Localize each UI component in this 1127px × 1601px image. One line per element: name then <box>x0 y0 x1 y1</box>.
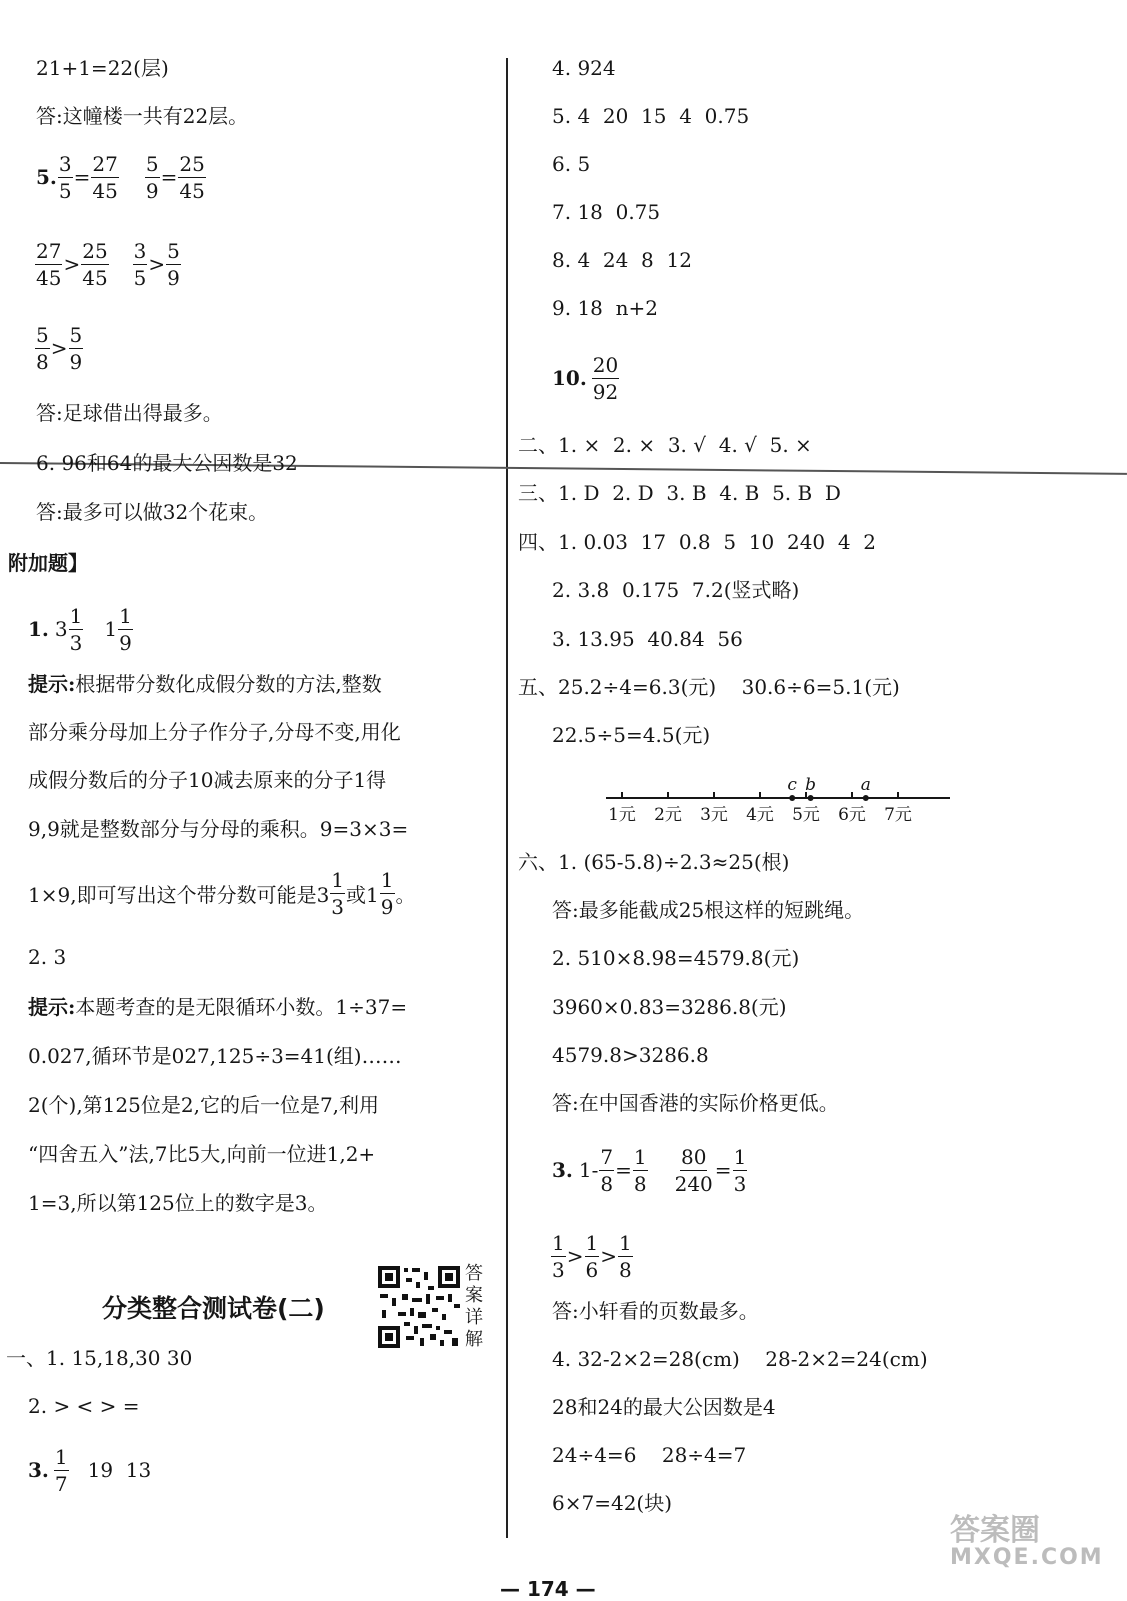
fraction: $\frac{1}{8}$ <box>633 1144 647 1196</box>
right-q9: 9. 18 n+2 <box>552 296 658 320</box>
greater-than-sign: > <box>63 252 81 276</box>
right-q7: 7. 18 0.75 <box>552 200 661 224</box>
section-5-line-2: 22.5÷5=4.5(元) <box>552 723 711 747</box>
number-line-point <box>789 795 795 801</box>
number-line-point <box>808 795 814 801</box>
q5-comparison-1 <box>34 232 182 296</box>
whole-part: 3 <box>54 617 68 641</box>
qr-code-icon[interactable] <box>376 1264 462 1350</box>
number-line-tick-label: 2元 <box>654 805 682 825</box>
number-line-point <box>863 795 869 801</box>
s1-q2: 2. > < > = <box>28 1394 140 1418</box>
fraction: $\frac{1}{3}$ <box>331 867 345 919</box>
left-answer-q6: 答:最多可以做32个花束。 <box>36 500 269 524</box>
greater-than-sign: > <box>148 252 166 276</box>
section-6-q2: 2. 510×8.98=4579.8(元) <box>552 946 800 970</box>
equals-sign: = <box>73 165 91 189</box>
tip-label: 提示: <box>28 995 76 1019</box>
s1-q1: 一、1. 15,18,30 30 <box>6 1346 193 1370</box>
section-4-q2: 2. 3.8 0.175 7.2(竖式略) <box>552 578 800 602</box>
q5-comparison-2 <box>34 316 84 380</box>
section-6-q2-line-2: 3960×0.83=3286.8(元) <box>552 995 787 1019</box>
fraction: $\frac{1}{9}$ <box>380 867 394 919</box>
section-6-q4-line-3: 24÷4=6 28÷4=7 <box>552 1443 747 1467</box>
section-4-q3: 3. 13.95 40.84 56 <box>552 627 743 651</box>
test-title: 分类整合测试卷(二) <box>102 1294 325 1323</box>
fraction: $\frac{5}{9}$ <box>145 151 159 203</box>
number-line-tick-label: 7元 <box>884 805 912 825</box>
section-2: 二、1. × 2. × 3. √ 4. √ 5. × <box>518 433 812 457</box>
watermark-url: MXQE.COM <box>950 1545 1104 1570</box>
greater-than-sign: > <box>50 336 68 360</box>
tip1-line-4: 9,9就是整数部分与分母的乘积。9=3×3= <box>28 817 409 841</box>
whole-part: 1 <box>104 617 118 641</box>
greater-than-sign: > <box>600 1244 617 1268</box>
fujia-heading: 附加题】 <box>8 551 88 575</box>
section-6-q3: 3. 1- $\frac{7}{8}$ = $\frac{1}{8}$ $\frac{80}{240}$ = $\frac{1}{3}$ <box>552 1144 747 1196</box>
fraction: $\frac{3}{5}$ <box>58 151 72 203</box>
equals-sign: = <box>160 165 178 189</box>
tip2-line-1: 提示:本题考查的是无限循环小数。1÷37= <box>28 995 408 1019</box>
section-6-q4: 4. 32-2×2=28(cm) 28-2×2=24(cm) <box>552 1347 928 1371</box>
tip2-line-3: 2(个),第125位是2,它的后一位是7,利用 <box>28 1093 380 1117</box>
section-6-q4-line-4: 6×7=42(块) <box>552 1491 673 1515</box>
fraction: $\frac{1}{9}$ <box>119 603 132 655</box>
fj1-answer <box>28 597 134 661</box>
section-6-q3-answer: 答:小轩看的页数最多。 <box>552 1299 759 1323</box>
fraction: $\frac{1}{6}$ <box>585 1230 599 1282</box>
q10-number: 10. <box>552 366 587 390</box>
equals-sign: = <box>714 1158 732 1182</box>
left-answer-q5: 答:足球借出得最多。 <box>36 401 223 425</box>
left-answer-q4: 答:这幢楼一共有22层。 <box>36 104 249 128</box>
section-6-q4-line-2: 28和24的最大公因数是4 <box>552 1395 776 1419</box>
tip2-line-4: “四舍五入”法,7比5大,向前一位进1,2+ <box>28 1142 376 1166</box>
section-3: 三、1. D 2. D 3. B 4. B 5. B D <box>518 481 841 505</box>
fraction: $\frac{5}{8}$ <box>36 322 49 374</box>
fraction: $\frac{5}{9}$ <box>167 238 180 290</box>
fj2-answer: 2. 3 <box>28 945 67 969</box>
tip1-line-1: 提示:根据带分数化成假分数的方法,整数 <box>28 672 382 696</box>
number-line-tick-label: 4元 <box>746 805 774 825</box>
q5-number: 5. <box>36 165 57 189</box>
s6-q3-number: 3. <box>552 1158 573 1182</box>
tip1-line-5: 1×9,即可写出这个带分数可能是3 $\frac{1}{3}$ 或1 $\frac{1}{9}$ 。 <box>28 867 416 919</box>
tip1-line-2: 部分乘分母加上分子作分子,分母不变,用化 <box>28 720 401 744</box>
tip1-line-3: 成假分数后的分子10减去原来的分子1得 <box>28 768 387 792</box>
fraction: $\frac{20}{92}$ <box>592 352 619 404</box>
s1-q3: 3. $\frac{1}{7}$ 19 13 <box>28 1444 152 1496</box>
section-6-q2-answer: 答:在中国香港的实际价格更低。 <box>552 1091 839 1115</box>
left-q6: 6. 96和64的最大公因数是32 <box>36 451 298 475</box>
number-line <box>600 770 960 830</box>
q5-fraction-equation <box>36 145 207 209</box>
section-4-q1: 四、1. 0.03 17 0.8 5 10 240 4 2 <box>518 530 877 554</box>
left-line-1: 21+1=22(层) <box>36 56 169 80</box>
section-6-q1-answer: 答:最多能截成25根这样的短跳绳。 <box>552 898 865 922</box>
fraction: $\frac{1}{8}$ <box>619 1230 632 1282</box>
section-6-q2-line-3: 4579.8>3286.8 <box>552 1043 709 1067</box>
tip2-line-5: 1=3,所以第125位上的数字是3。 <box>28 1191 328 1215</box>
right-q5: 5. 4 20 15 4 0.75 <box>552 104 750 128</box>
right-q8: 8. 4 24 8 12 <box>552 248 692 272</box>
number-line-tick-label: 3元 <box>700 805 728 825</box>
greater-than-sign: > <box>566 1244 584 1268</box>
number-line-tick-label: 6元 <box>838 805 866 825</box>
right-q6: 6. 5 <box>552 152 591 176</box>
fraction: $\frac{27}{45}$ <box>36 238 62 290</box>
fraction: $\frac{7}{8}$ <box>600 1144 614 1196</box>
fraction: $\frac{1}{3}$ <box>69 603 83 655</box>
watermark-text: 答案圈 <box>950 1513 1040 1548</box>
fraction: $\frac{3}{5}$ <box>133 238 147 290</box>
section-5-line-1: 五、25.2÷4=6.3(元) 30.6÷6=5.1(元) <box>518 675 900 699</box>
fraction: $\frac{1}{7}$ <box>54 1444 68 1496</box>
s1-q3-number: 3. <box>28 1458 49 1482</box>
right-q10 <box>552 346 620 410</box>
fj1-number: 1. <box>28 617 49 641</box>
fraction: $\frac{25}{45}$ <box>82 238 108 290</box>
number-line-tick-label: 5元 <box>792 805 820 825</box>
section-6-q1: 六、1. (65-5.8)÷2.3≈25(根) <box>518 850 790 874</box>
fraction: $\frac{1}{3}$ <box>552 1230 565 1282</box>
fraction: $\frac{80}{240}$ <box>674 1144 713 1196</box>
page-number: — 174 — <box>500 1577 596 1601</box>
fraction: $\frac{1}{3}$ <box>733 1144 747 1196</box>
fraction: $\frac{27}{45}$ <box>92 151 118 203</box>
qr-caption: 答案详解 <box>465 1263 483 1350</box>
number-line-point-label: a <box>860 775 871 795</box>
tip2-line-2: 0.027,循环节是027,125÷3=41(组)…… <box>28 1044 402 1068</box>
number-line-point-label: b <box>805 775 817 795</box>
right-q4: 4. 924 <box>552 56 616 80</box>
equals-sign: = <box>615 1158 632 1182</box>
column-divider <box>506 58 508 1538</box>
fraction: $\frac{5}{9}$ <box>69 322 83 374</box>
number-line-point-label: c <box>787 775 797 795</box>
fraction: $\frac{25}{45}$ <box>179 151 205 203</box>
tip-label: 提示: <box>28 672 76 696</box>
number-line-tick-label: 1元 <box>608 805 636 825</box>
section-6-q3-comparison <box>550 1224 634 1288</box>
